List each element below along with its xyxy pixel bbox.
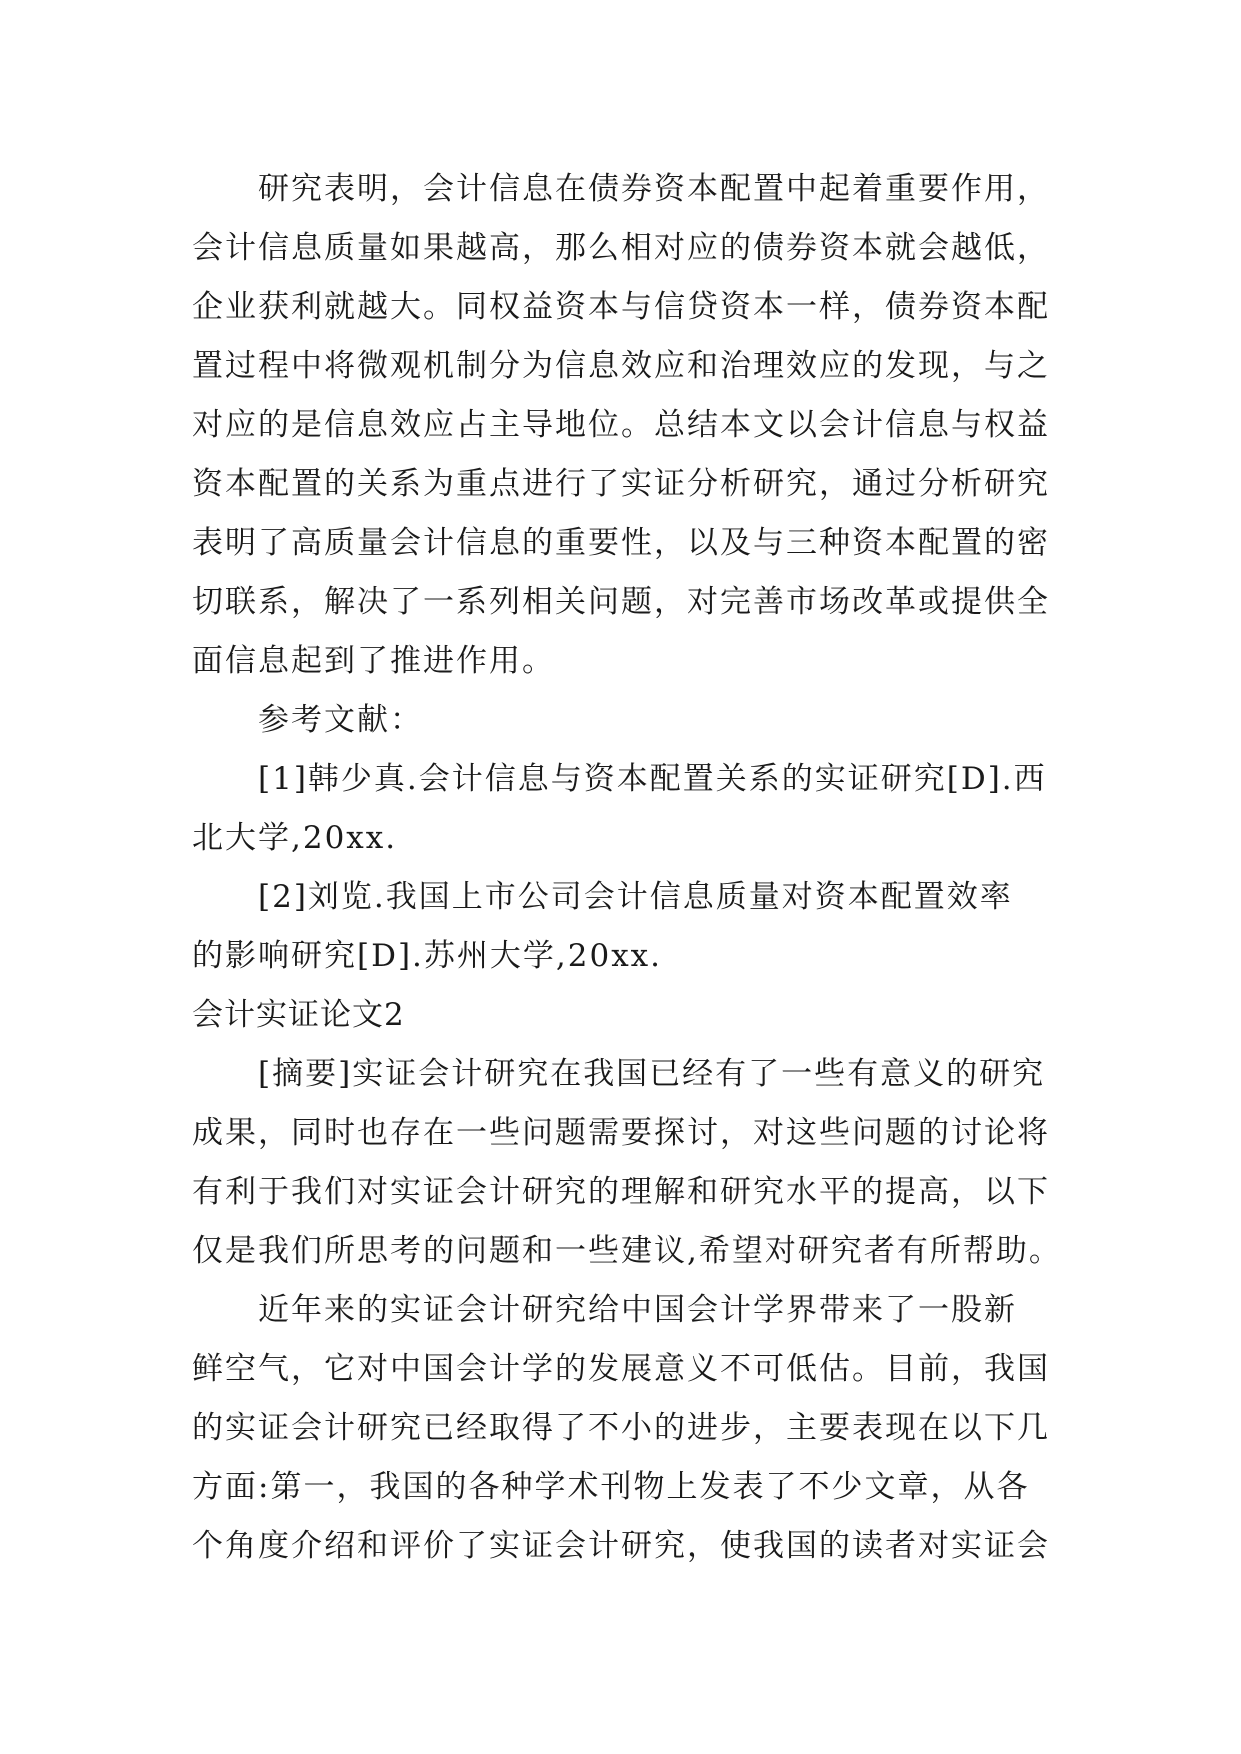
paragraph-line: 鲜空气，它对中国会计学的发展意义不可低估。目前，我国 bbox=[192, 1351, 1050, 1387]
paragraph-line: 面信息起到了推进作用。 bbox=[192, 643, 555, 679]
reference-item: 北大学,20xx. bbox=[192, 820, 398, 856]
paragraph-line: 置过程中将微观机制分为信息效应和治理效应的发现，与之 bbox=[192, 348, 1050, 384]
abstract-line: 仅是我们所思考的问题和一些建议,希望对研究者有所帮助。 bbox=[192, 1233, 1062, 1269]
references-heading: 参考文献： bbox=[258, 702, 423, 738]
paragraph-line: 对应的是信息效应占主导地位。总结本文以会计信息与权益 bbox=[192, 407, 1050, 443]
reference-item: [2]刘览.我国上市公司会计信息质量对资本配置效率 bbox=[258, 879, 1013, 915]
paragraph-line: 研究表明，会计信息在债券资本配置中起着重要作用， bbox=[258, 171, 1050, 207]
paragraph-line: 个角度介绍和评价了实证会计研究，使我国的读者对实证会 bbox=[192, 1528, 1050, 1564]
paragraph-line: 会计信息质量如果越高，那么相对应的债券资本就会越低， bbox=[192, 230, 1050, 266]
paragraph-line: 的实证会计研究已经取得了不小的进步，主要表现在以下几 bbox=[192, 1410, 1050, 1446]
abstract-line: 有利于我们对实证会计研究的理解和研究水平的提高，以下 bbox=[192, 1174, 1050, 1210]
paragraph-line: 近年来的实证会计研究给中国会计学界带来了一股新 bbox=[258, 1292, 1017, 1328]
abstract-line: [摘要]实证会计研究在我国已经有了一些有意义的研究 bbox=[258, 1056, 1046, 1092]
paragraph-line: 企业获利就越大。同权益资本与信贷资本一样，债券资本配 bbox=[192, 289, 1050, 325]
abstract-line: 成果，同时也存在一些问题需要探讨，对这些问题的讨论将 bbox=[192, 1115, 1050, 1151]
paragraph-line: 切联系，解决了一系列相关问题，对完善市场改革或提供全 bbox=[192, 584, 1050, 620]
document-body bbox=[192, 160, 1072, 1576]
section-title: 会计实证论文2 bbox=[192, 997, 405, 1033]
paragraph-line: 方面:第一，我国的各种学术刊物上发表了不少文章，从各 bbox=[192, 1469, 1030, 1505]
reference-item: 的影响研究[D].苏州大学,20xx. bbox=[192, 938, 663, 974]
paragraph-line: 表明了高质量会计信息的重要性，以及与三种资本配置的密 bbox=[192, 525, 1050, 561]
reference-item: [1]韩少真.会计信息与资本配置关系的实证研究[D].西 bbox=[258, 761, 1047, 797]
paragraph-line: 资本配置的关系为重点进行了实证分析研究，通过分析研究 bbox=[192, 466, 1050, 502]
